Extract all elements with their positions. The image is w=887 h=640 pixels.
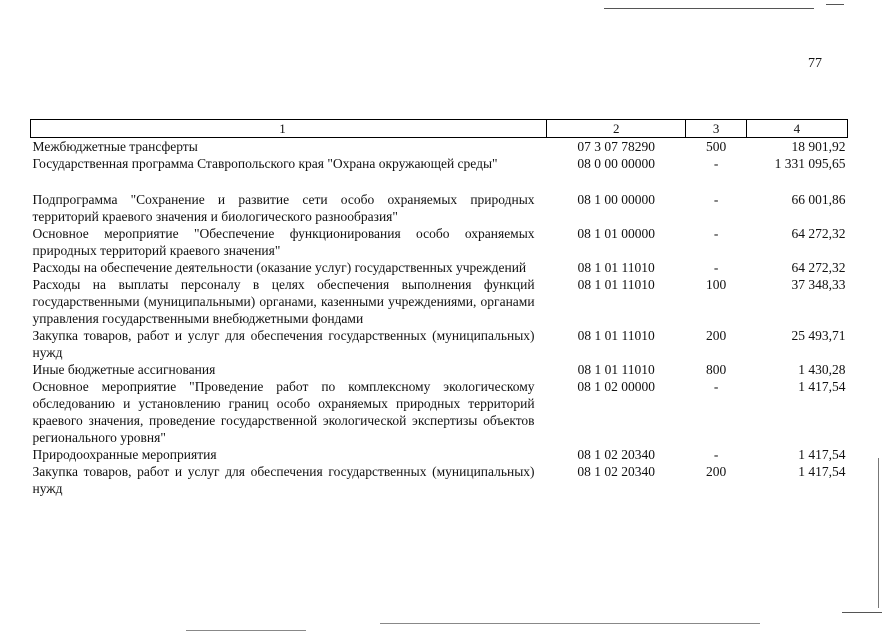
row-code: 08 1 02 20340 xyxy=(577,447,656,462)
row-sum: 1 417,54 xyxy=(798,447,846,462)
header-col-2: 2 xyxy=(547,120,686,138)
row-vr: - xyxy=(713,156,719,171)
row-vr: - xyxy=(713,226,719,241)
header-col-1: 1 xyxy=(31,120,547,138)
row-vr: - xyxy=(713,447,719,462)
row-name: Расходы на выплаты персоналу в целях обеспечения выполнения функций государственными (муниципальными) органами, казенными учреждениями, органами управления государственными внебюджетными фондами xyxy=(32,277,535,326)
scan-artifact-bottom-right xyxy=(842,612,882,613)
table-row xyxy=(31,378,848,446)
row-vr: - xyxy=(713,192,719,207)
row-name: Расходы на обеспечение деятельности (оказание услуг) государственных учреждений xyxy=(32,260,527,275)
row-sum: 37 348,33 xyxy=(791,277,846,292)
row-vr: 800 xyxy=(705,362,727,377)
row-code: 08 1 01 11010 xyxy=(577,328,655,343)
row-sum: 18 901,92 xyxy=(791,139,846,154)
row-code: 08 1 02 00000 xyxy=(577,379,656,394)
row-sum: 64 272,32 xyxy=(791,260,846,275)
row-code: 08 1 01 11010 xyxy=(577,362,655,377)
row-name: Основное мероприятие "Проведение работ по комплексному экологическому обследованию и установлению границ особо охраняемых природных территорий краевого значения, проведение государственной экологической экспертизы объектов регионального уровня" xyxy=(32,379,535,445)
row-code: 08 1 01 00000 xyxy=(577,226,656,241)
row-code: 08 1 01 11010 xyxy=(577,260,655,275)
row-sum: 1 417,54 xyxy=(798,464,846,479)
row-name: Государственная программа Ставропольского края "Охрана окружающей среды" xyxy=(32,156,498,171)
scan-artifact-right xyxy=(878,458,879,608)
scan-artifact-top-2 xyxy=(826,4,844,5)
row-code: 08 1 02 20340 xyxy=(577,464,656,479)
row-name: Межбюджетные трансферты xyxy=(32,139,198,154)
row-code: 07 3 07 78290 xyxy=(577,139,656,154)
table-row xyxy=(31,225,848,259)
row-name: Закупка товаров, работ и услуг для обеспечения государственных (муниципальных) нужд xyxy=(32,328,535,360)
row-code: 08 1 01 11010 xyxy=(577,277,655,292)
table-row xyxy=(31,259,848,276)
budget-table xyxy=(30,119,848,497)
row-name: Основное мероприятие "Обеспечение функционирования особо охраняемых природных территорий краевого значения" xyxy=(32,226,535,258)
row-name: Подпрограмма "Сохранение и развитие сети особо охраняемых природных территорий краевого значения и биологического разнообразия" xyxy=(32,192,535,224)
row-sum: 64 272,32 xyxy=(791,226,846,241)
row-code: 08 0 00 00000 xyxy=(577,156,656,171)
row-vr: 200 xyxy=(705,328,727,343)
header-col-4: 4 xyxy=(746,120,847,138)
row-name: Природоохранные мероприятия xyxy=(32,447,217,462)
row-sum: 1 331 095,65 xyxy=(774,156,846,171)
table-header-row xyxy=(31,120,848,138)
table-row xyxy=(31,446,848,463)
row-vr: - xyxy=(713,260,719,275)
table-row xyxy=(31,276,848,327)
row-name: Закупка товаров, работ и услуг для обеспечения государственных (муниципальных) нужд xyxy=(32,464,535,496)
scan-artifact-bottom xyxy=(380,623,760,624)
row-sum: 1 430,28 xyxy=(798,362,846,377)
row-vr: - xyxy=(713,379,719,394)
row-vr: 200 xyxy=(705,464,727,479)
scan-artifact-bottom-left xyxy=(186,630,306,631)
table-row xyxy=(31,361,848,378)
header-col-3: 3 xyxy=(686,120,746,138)
table-row xyxy=(31,327,848,361)
row-vr: 500 xyxy=(705,139,727,154)
row-code: 08 1 00 00000 xyxy=(577,192,656,207)
row-sum: 25 493,71 xyxy=(791,328,846,343)
table-row xyxy=(31,155,848,191)
table-row xyxy=(31,463,848,497)
row-sum: 1 417,54 xyxy=(798,379,846,394)
table-row xyxy=(31,138,848,156)
row-sum: 66 001,86 xyxy=(791,192,846,207)
page-number: 77 xyxy=(808,56,822,71)
row-name: Иные бюджетные ассигнования xyxy=(32,362,216,377)
table-row xyxy=(31,191,848,225)
row-vr: 100 xyxy=(705,277,727,292)
scan-artifact-top xyxy=(604,8,814,9)
